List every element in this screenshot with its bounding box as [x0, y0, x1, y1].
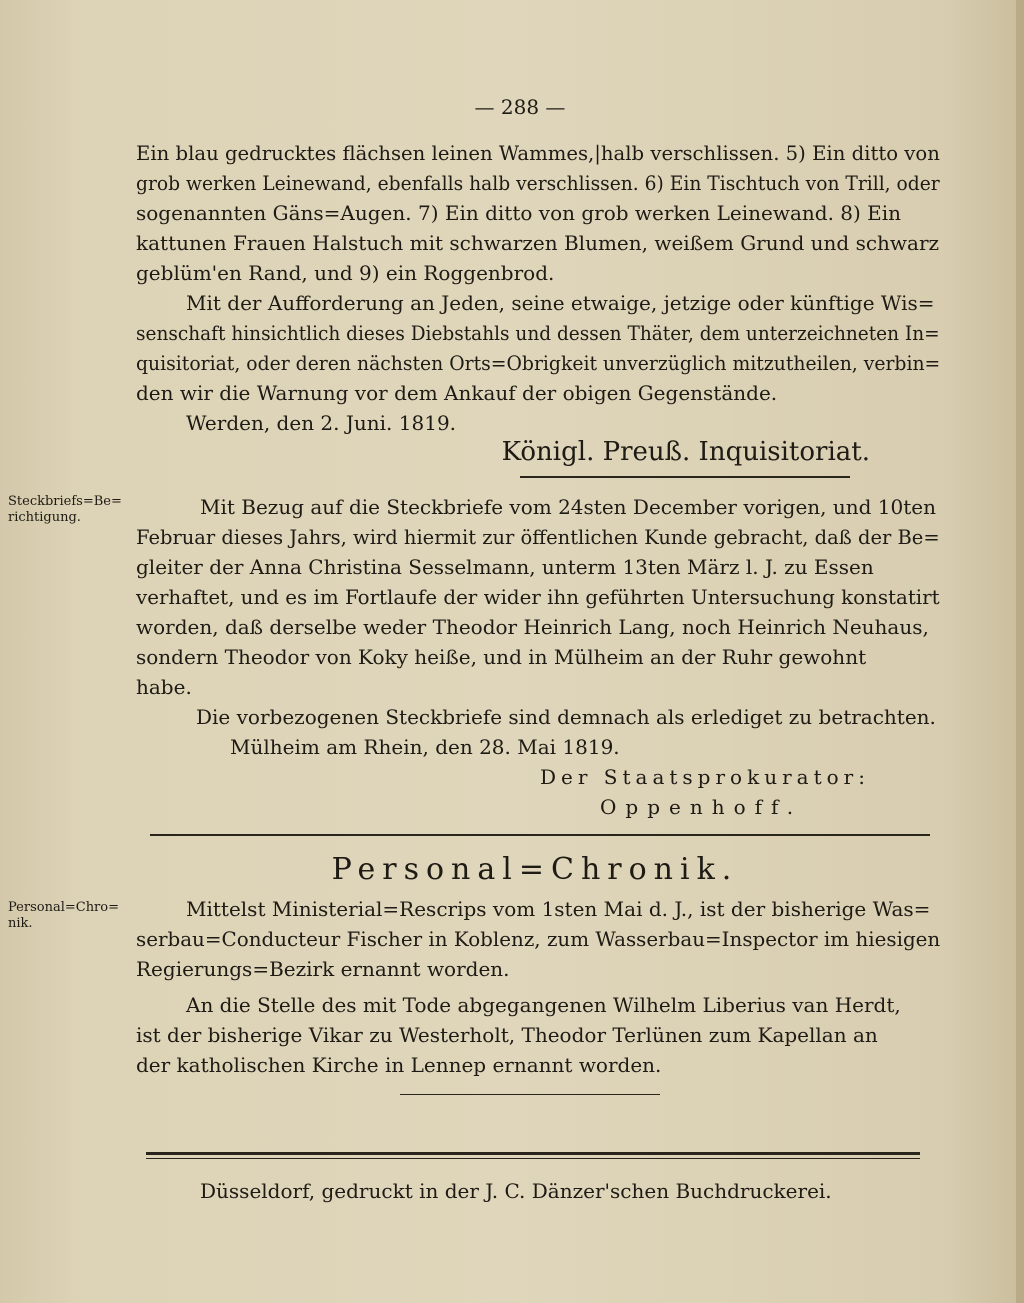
footer-rule [146, 1158, 920, 1159]
text-line: ist der bisherige Vikar zu Westerholt, Theodor Terlünen zum Kapellan an [136, 1023, 878, 1047]
signature: Königl. Preuß. Inquisitoriat. [501, 437, 870, 467]
dateline: Werden, den 2. Juni. 1819. [186, 411, 457, 435]
text-line: worden, daß derselbe weder Theodor Heinrich Lang, noch Heinrich Neuhaus, [136, 615, 929, 639]
page-number: — 288 — [474, 95, 566, 119]
text-line: grob werken Leinewand, ebenfalls halb verschlissen. 6) Ein Tischtuch von Trill, oder [136, 171, 940, 195]
margin-note: nik. [8, 916, 33, 931]
printer-imprint: Düsseldorf, gedruckt in der J. C. Dänzer'schen Buchdruckerei. [200, 1179, 832, 1203]
text-line: sogenannten Gäns=Augen. 7) Ein ditto von grob werken Leinewand. 8) Ein [136, 201, 902, 225]
section-title: Personal=Chronik. [331, 852, 739, 887]
divider [400, 1094, 660, 1095]
text-line: Regierungs=Bezirk ernannt worden. [136, 957, 510, 981]
page-edge [1016, 0, 1024, 1303]
text-line: gleiter der Anna Christina Sesselmann, unterm 13ten März l. J. zu Essen [136, 555, 874, 579]
margin-note: Personal=Chro= [8, 900, 119, 915]
divider [150, 834, 930, 836]
text-line: Februar dieses Jahrs, wird hiermit zur öffentlichen Kunde gebracht, daß der Be= [136, 525, 940, 549]
text-line: serbau=Conducteur Fischer in Koblenz, zum Wasserbau=Inspector im hiesigen [136, 927, 941, 951]
text-line: den wir die Warnung vor dem Ankauf der obigen Gegenstände. [136, 381, 778, 405]
text-line: kattunen Frauen Halstuch mit schwarzen Blumen, weißem Grund und schwarz [136, 231, 940, 255]
text-line: Mit der Aufforderung an Jeden, seine etwaige, jetzige oder künftige Wis= [186, 291, 935, 315]
dateline: Mülheim am Rhein, den 28. Mai 1819. [230, 735, 620, 759]
text-line: verhaftet, und es im Fortlaufe der wider ihn geführten Untersuchung konstatirt [136, 585, 940, 609]
signature: Oppenhoff. [600, 795, 803, 819]
text-line: der katholischen Kirche in Lennep ernannt worden. [136, 1053, 662, 1077]
text-line: Mit Bezug auf die Steckbriefe vom 24sten December vorigen, und 10ten [200, 495, 936, 519]
text-line: geblüm'en Rand, und 9) ein Roggenbrod. [136, 261, 555, 285]
text-line: habe. [136, 675, 192, 699]
text-line: An die Stelle des mit Tode abgegangenen Wilhelm Liberius van Herdt, [186, 993, 901, 1017]
divider [520, 476, 850, 478]
text-line: Die vorbezogenen Steckbriefe sind demnach als erlediget zu betrachten. [196, 705, 936, 729]
text-line: quisitoriat, oder deren nächsten Orts=Obrigkeit unverzüglich mitzutheilen, verbin= [136, 351, 941, 375]
authority: Der Staatsprokurator: [540, 765, 870, 789]
margin-note: Steckbriefs=Be= [8, 494, 122, 509]
text-line: Ein blau gedrucktes flächsen leinen Wammes,|halb verschlissen. 5) Ein ditto von [136, 141, 940, 165]
footer-rule [146, 1152, 920, 1155]
text-line: Mittelst Ministerial=Rescrips vom 1sten Mai d. J., ist der bisherige Was= [186, 897, 931, 921]
text-line: senschaft hinsichtlich dieses Diebstahls und dessen Thäter, dem unterzeichneten In= [136, 321, 940, 345]
margin-note: richtigung. [8, 510, 81, 525]
text-line: sondern Theodor von Koky heiße, und in Mülheim an der Ruhr gewohnt [136, 645, 867, 669]
